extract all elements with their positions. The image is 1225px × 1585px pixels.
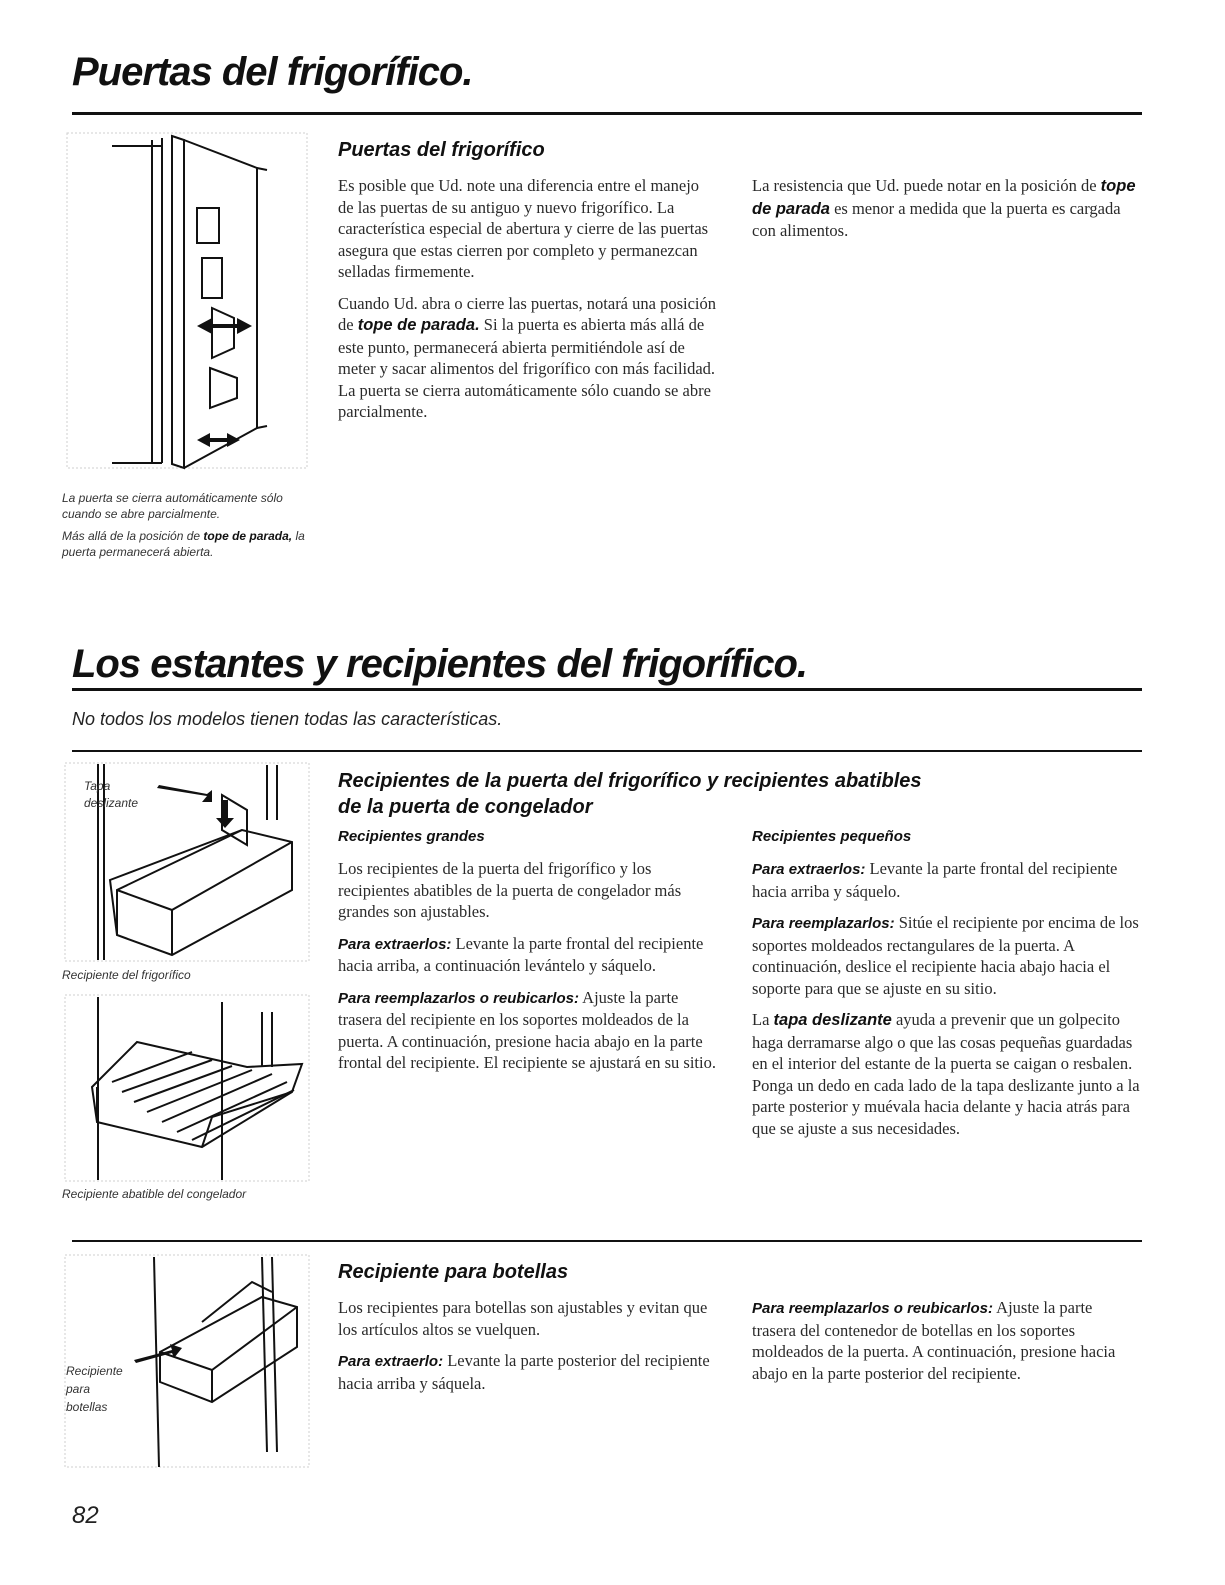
doors-col2 — [752, 175, 1137, 252]
doors-heading: Puertas del frigorífico — [338, 139, 545, 161]
door-captions — [62, 490, 312, 566]
bottle-bin-col2 — [752, 1297, 1137, 1394]
bins-heading-line-1: Recipientes de la puerta del frigorífico y recipientes abatibles — [338, 770, 922, 792]
caption-fridge-bin: Recipiente del frigorífico — [62, 968, 191, 982]
bins-heading-line-2: de la puerta de congelador — [338, 796, 593, 818]
large-bins-intro: Los recipientes de la puerta del frigorífico y los recipientes abatibles de la puerta de congelador más grandes son ajustables. — [338, 859, 682, 921]
door-illustration — [62, 128, 312, 473]
section-rule-bottles — [72, 1240, 1142, 1242]
shelves-title-rule — [72, 688, 1142, 691]
large-bins-replace: Para reemplazarlos o reubicarlos: Ajuste la parte trasera del recipiente en los soportes moldeados de la puerta. A continuación, presione hacia abajo en la parte frontal del recipiente. El recipiente se ajustará en su sitio. — [338, 987, 716, 1072]
large-bins-heading: Recipientes grandes — [338, 828, 485, 845]
title-rule — [72, 112, 1142, 115]
small-bins-text — [752, 858, 1144, 1149]
slide-lid-label: Tapa deslizante — [84, 779, 139, 810]
page-number: 82 — [72, 1502, 99, 1529]
bottle-bin-heading: Recipiente para botellas — [338, 1261, 569, 1283]
small-bins-slide-lid: La tapa deslizante ayuda a prevenir que un golpecito haga derramarse algo o que las cosas pequeñas guardadas en el interior del estante de la puerta se caigan o resbalen. Ponga un dedo en cada lado de la tapa deslizante junto a la parte posterior y muévala hacia delante y hacia atrás para que se ajuste a sus necesidades. — [752, 1010, 1140, 1138]
freezer-bin-illustration — [62, 992, 312, 1184]
section-rule-bins — [72, 750, 1142, 752]
doors-paragraph-2: Cuando Ud. abra o cierre las puertas, notará una posición de tope de parada. Si la puerta es abierta más allá de este punto, permanecerá abierta permitiéndole así de meter y sacar alimentos del frigorífico con más facilidad. La puerta se cierra automáticamente sólo cuando se abre parcialmente. — [338, 293, 716, 421]
models-note: No todos los modelos tienen todas las características. — [72, 709, 503, 729]
doors-paragraph-1: Es posible que Ud. note una diferencia entre el manejo de las puertas de su antiguo y nuevo frigorífico. La característica especial de abertura y cierre de las puertas asegura que estas cierren por completo y permanezcan selladas firmemente. — [338, 176, 709, 281]
bins-heading — [338, 768, 1158, 820]
small-bins-replace: Para reemplazarlos: Sitúe el recipiente por encima de los soportes moldeados rectangulares de la puerta. A continuación, deslice el recipiente hacia abajo hacia el soporte para que se ajuste en su sitio. — [752, 913, 1139, 998]
large-bins-text — [338, 858, 723, 1084]
caption-freezer-bin: Recipiente abatible del congelador — [62, 1187, 247, 1201]
bottle-bin-replace: Para reemplazarlos o reubicarlos: Ajuste la parte trasera del contenedor de botellas en los soportes moldeados de la puerta. A continuación, presione hacia abajo en la parte posterior del recipiente. — [752, 1298, 1116, 1383]
page-title-shelves: Los estantes y recipientes del frigorífico. — [72, 642, 808, 686]
bottle-bin-illustration — [62, 1252, 312, 1470]
page-title-doors: Puertas del frigorífico. — [72, 50, 473, 94]
small-bins-remove: Para extraerlos: Levante la parte frontal del recipiente hacia arriba y sáquelo. — [752, 859, 1118, 901]
large-bins-remove: Para extraerlos: Levante la parte frontal del recipiente hacia arriba, a continuación levántelo y sáquelo. — [338, 933, 704, 975]
doors-paragraph-3: La resistencia que Ud. puede notar en la posición de tope de parada es menor a medida que la puerta es cargada con alimentos. — [752, 176, 1136, 240]
small-bins-heading: Recipientes pequeños — [752, 828, 912, 845]
bottle-bin-label: Recipiente para botellas — [66, 1364, 123, 1414]
bottle-bin-remove: Para extraerlo: Levante la parte posterior del recipiente hacia arriba y sáquela. — [338, 1351, 710, 1393]
bottle-bin-intro: Los recipientes para botellas son ajustables y evitan que los artículos altos se vuelquen. — [338, 1298, 708, 1339]
bottle-bin-col1 — [338, 1297, 723, 1404]
caption-stop-position: Más allá de la posición de tope de parada, la puerta permanecerá abierta. — [62, 529, 305, 559]
caption-auto-close: La puerta se cierra automáticamente sólo cuando se abre parcialmente. — [62, 491, 283, 521]
doors-col1 — [338, 175, 718, 433]
